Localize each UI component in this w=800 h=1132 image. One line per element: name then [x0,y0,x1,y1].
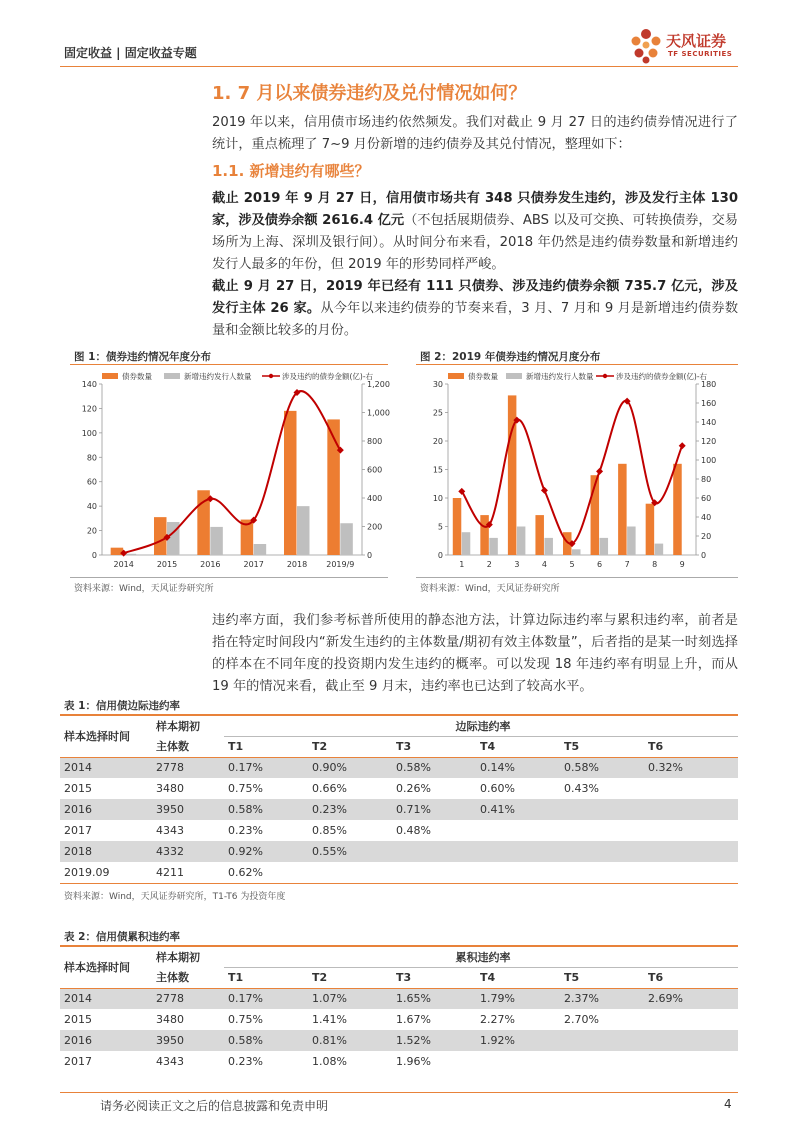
table-1 [60,714,738,884]
table-cell [476,1051,560,1072]
paragraph-1 [212,188,738,276]
line-point-marker [679,442,686,449]
table-cell: 0.48% [396,824,431,837]
x-tick-label: 2016 [200,560,221,569]
bar-bond-count [535,515,544,555]
legend-swatch [448,373,464,379]
table-cell: 1.96% [396,1055,431,1068]
figure-2-chart [416,366,738,578]
bar-new-issuer-count [462,532,471,555]
header-group-label: 累积违约率 [224,946,738,967]
legend-swatch [164,373,180,379]
header-col-t2: T2 [308,736,392,757]
bar-bond-count [673,464,682,555]
y2-tick-label: 600 [367,465,383,475]
table-2 [60,945,738,1072]
y2-tick-label: 140 [701,418,717,427]
table-cell: 0.81% [308,1030,392,1051]
y2-tick-label: 80 [701,475,712,484]
y-tick-label: 120 [81,404,97,414]
y2-tick-label: 100 [701,456,717,465]
figure-1-divider [70,364,388,365]
table-cell: 2.27% [480,1013,515,1026]
table-cell: 0.90% [308,757,392,778]
table-cell [308,862,392,883]
table-cell: 0.32% [644,757,738,778]
y2-tick-label: 0 [367,551,373,560]
table-cell: 3480 [156,782,184,795]
legend-label: 新增违约发行人数量 [526,372,594,381]
table-cell: 0.17% [224,988,308,1009]
table-header-row [60,736,738,757]
table-cell: 0.75% [228,1013,263,1026]
y2-tick-label: 180 [701,380,717,389]
header-col-t6: T6 [644,967,738,988]
x-tick-label: 2017 [243,560,264,569]
table-row [60,778,738,799]
table-row [60,1051,738,1072]
paragraph-2-rest: 从今年以来违约债券的节奏来看，3 月、7 月和 9 月是新增违约债券数量和金额比较多的月份。 [212,301,739,338]
header-divider [60,66,738,67]
x-tick-label: 1 [459,560,465,569]
bar-bond-count [618,464,627,555]
y2-tick-label: 20 [701,532,712,541]
legend-label: 债券数量 [122,372,152,381]
header-col-t6: T6 [644,736,738,757]
y2-tick-label: 0 [701,551,707,560]
table-cell: 0.14% [476,757,560,778]
bar-new-issuer-count [517,527,526,556]
x-tick-label: 9 [679,560,685,569]
table-cell [644,820,738,841]
header-base-line2: 主体数 [152,967,224,988]
header-base-line1: 样本期初 [152,715,224,736]
x-tick-label: 2014 [113,560,134,569]
bar-new-issuer-count [254,544,267,555]
table-cell [644,841,738,862]
table-cell: 3480 [156,1013,184,1026]
y2-tick-label: 1,200 [367,380,390,389]
table-cell [644,778,738,799]
table-cell: 0.23% [308,799,392,820]
table-cell: 1.79% [476,988,560,1009]
table-cell: 1.41% [312,1013,347,1026]
paragraph-1-bold: 截止 2019 年 9 月 27 日，信用债市场共有 348 只债券发生违约，涉及发行主体 130 家，涉及债券余额 2616.4 亿元 [212,191,738,228]
bar-new-issuer-count [627,527,636,556]
header-col-t5: T5 [560,736,644,757]
logo [628,26,748,70]
header-sample-time: 样本选择时间 [60,715,152,757]
table-row [60,1030,738,1051]
header-col-t1: T1 [224,736,308,757]
table-2-title: 表 2：信用债累积违约率 [64,931,180,943]
y-tick-label: 25 [432,408,443,418]
table-cell: 1.08% [312,1055,347,1068]
table-cell [560,820,644,841]
table-header-row [60,967,738,988]
table-cell [644,1009,738,1030]
table-cell: 1.92% [476,1030,560,1051]
bar-bond-count [646,504,655,555]
line-point-marker [596,468,603,475]
logo-name-en: TF SECURITIES [668,50,733,58]
table-cell: 0.58% [224,1030,308,1051]
intro-paragraph: 2019 年以来，信用债市场违约依然频发。我们对截止 9 月 27 日的违约债券情况进行了统计，重点梳理了 7~9 月份新增的违约债券及其兑付情况，整理如下： [212,115,738,152]
x-tick-label: 7 [624,560,630,569]
table-row [60,862,738,883]
table-cell: 4343 [156,824,184,837]
table-cell: 0.58% [392,757,476,778]
table-cell: 4332 [152,841,224,862]
header-col-t4: T4 [476,736,560,757]
bar-new-issuer-count [210,527,223,555]
table-row [60,988,738,1009]
x-tick-label: 2015 [156,560,178,569]
bar-new-issuer-count [340,523,353,555]
header-base-line2: 主体数 [152,736,224,757]
header-base-line1: 样本期初 [152,946,224,967]
table-row [60,841,738,862]
bar-bond-count [154,517,167,555]
table-cell: 2014 [60,757,152,778]
table-cell [476,841,560,862]
y-tick-label: 0 [91,551,97,560]
table-cell: 2778 [152,757,224,778]
table-cell [560,862,644,883]
table-cell: 0.60% [480,782,515,795]
paragraph-2-bold: 截止 9 月 27 日，2019 年已经有 111 只债券、涉及违约债券余额 735.7 亿元，涉及发行主体 26 家。 [212,279,738,316]
table-cell: 0.71% [392,799,476,820]
legend-swatch [506,373,522,379]
bar-new-issuer-count [600,538,609,555]
table-cell: 0.26% [396,782,431,795]
figure-1-bottom-rule [70,577,388,578]
figure-1-title: 图 1：债券违约情况年度分布 [74,351,211,363]
table-cell: 2016 [60,1030,152,1051]
bar-new-issuer-count [544,538,553,555]
table-1-title: 表 1：信用债边际违约率 [64,700,180,712]
table-header-row [60,946,738,967]
bar-bond-count [453,498,462,555]
x-tick-label: 2018 [286,560,308,569]
page-number: 4 [724,1097,732,1111]
table-row [60,799,738,820]
table-cell [476,862,560,883]
table-cell: 0.58% [224,799,308,820]
y-tick-label: 20 [86,526,97,536]
table-cell [476,820,560,841]
x-tick-label: 5 [569,560,575,569]
table-cell: 0.23% [228,824,263,837]
table-cell [392,841,476,862]
table-cell: 2017 [64,1055,92,1068]
y-tick-label: 30 [432,380,443,389]
logo-flower-icon [628,26,664,66]
table-cell: 2017 [64,824,92,837]
footer-divider [60,1092,738,1093]
table-cell [644,862,738,883]
table-cell [560,799,644,820]
table-cell: 0.75% [228,782,263,795]
x-tick-label: 8 [652,560,658,569]
y-tick-label: 0 [437,551,443,560]
table-cell: 2019.09 [60,862,152,883]
table-cell [644,799,738,820]
bar-bond-count [480,515,489,555]
table-1-source: 资料来源：Wind，天风证券研究所，T1-T6 为投资年度 [64,892,286,902]
y-tick-label: 15 [432,465,443,475]
table-cell: 2018 [60,841,152,862]
header-col-t1: T1 [224,967,308,988]
paragraph-3: 违约率方面，我们参考标普所使用的静态池方法，计算边际违约率与累积违约率，前者是指在特定时间段内“新发生违约的主体数量/期初有效主体数量”，后者指的是某一时刻选择的样本在不同年度的投资期内发生违约的概率。可以发现 18 年违约率有明显上升，而从 19 年的情况来看，截止至 9 月末，违约率也已达到了较高水平。 [212,613,738,694]
y2-tick-label: 1,000 [367,408,390,418]
table-cell: 0.17% [224,757,308,778]
table-cell: 0.55% [308,841,392,862]
header-col-t3: T3 [392,967,476,988]
table-cell: 4343 [156,1055,184,1068]
x-tick-label: 3 [514,560,520,569]
x-tick-label: 4 [541,560,547,569]
y2-tick-label: 800 [367,437,383,446]
line-point-marker [541,487,548,494]
paragraph-2 [212,276,738,342]
table-cell [560,1051,644,1072]
y2-tick-label: 200 [367,522,383,532]
table-cell: 2778 [152,988,224,1009]
y2-tick-label: 40 [701,513,712,522]
figure-2-title: 图 2：2019 年债券违约情况月度分布 [420,351,601,363]
table-cell: 0.58% [560,757,644,778]
paragraph-1-rest: （不包括展期债券、ABS 以及可交换、可转换债券，交易场所为上海、深圳及银行间）。从时间分布来看，2018 年仍然是违约债券数量和新增违约发行人最多的年份，但 2019 年的形势同样严峻。 [212,213,738,272]
legend-label: 新增违约发行人数量 [184,372,252,381]
figure-1-chart [70,366,400,578]
y2-tick-label: 120 [701,437,717,446]
legend-label: 涉及违约的债券金额(亿)-右 [616,372,708,381]
y-tick-label: 40 [86,502,97,512]
y-tick-label: 5 [437,522,443,532]
header-col-t2: T2 [308,967,392,988]
bar-new-issuer-count [297,506,310,555]
legend-line-dot [269,374,273,378]
table-cell [392,862,476,883]
y-tick-label: 140 [81,380,97,389]
y-tick-label: 20 [432,437,443,446]
table-cell: 0.41% [476,799,560,820]
y-tick-label: 100 [81,428,97,438]
legend-label: 涉及违约的债券金额(亿)-右 [282,372,374,381]
header-section-label: 固定收益 | 固定收益专题 [64,46,197,60]
table-cell: 3950 [152,799,224,820]
table-row [60,1009,738,1030]
y-tick-label: 60 [86,477,97,487]
table-cell: 1.07% [308,988,392,1009]
table-cell [560,841,644,862]
figure-2-bottom-rule [416,577,738,578]
legend-line-dot [603,374,607,378]
logo-name-cn: 天风证券 [666,32,727,50]
header-col-t4: T4 [476,967,560,988]
table-cell [560,1030,644,1051]
legend-label: 债券数量 [468,372,498,381]
table-cell: 2015 [64,1013,92,1026]
x-tick-label: 2019/9 [326,560,355,569]
table-row [60,820,738,841]
header-group-label: 边际违约率 [224,715,738,736]
table-cell: 4211 [152,862,224,883]
table-cell: 1.52% [392,1030,476,1051]
bar-new-issuer-count [489,538,498,555]
table-cell: 2016 [60,799,152,820]
x-tick-label: 2 [486,560,492,569]
y-tick-label: 10 [432,494,443,503]
table-cell: 2.70% [564,1013,599,1026]
table-row [60,757,738,778]
table-cell: 2014 [60,988,152,1009]
y2-tick-label: 160 [701,399,717,408]
table-cell: 0.85% [312,824,347,837]
table-cell: 2015 [64,782,92,795]
table-cell: 3950 [152,1030,224,1051]
bar-new-issuer-count [572,549,581,555]
table-cell: 0.62% [224,862,308,883]
table-cell: 0.23% [228,1055,263,1068]
header-col-t5: T5 [560,967,644,988]
x-tick-label: 6 [597,560,603,569]
table-cell: 0.43% [564,782,599,795]
table-cell [644,1051,738,1072]
footer-disclaimer: 请务必阅读正文之后的信息披露和免责申明 [100,1099,329,1113]
bar-bond-count [284,411,297,555]
legend-swatch [102,373,118,379]
subsection-title: 1.1. 新增违约有哪些？ [212,162,370,180]
table-cell: 2.37% [560,988,644,1009]
figure-2-source: 资料来源：Wind，天风证券研究所 [420,584,560,594]
table-header-row [60,715,738,736]
table-cell: 2.69% [644,988,738,1009]
header-col-t3: T3 [392,736,476,757]
bar-new-issuer-count [655,544,664,555]
table-cell: 1.65% [392,988,476,1009]
section-title: 1. 7 月以来债券违约及兑付情况如何？ [212,83,527,104]
y-tick-label: 80 [86,453,97,463]
figure-2-divider [416,364,738,365]
y2-tick-label: 400 [367,494,383,503]
header-sample-time: 样本选择时间 [60,946,152,988]
table-cell: 0.66% [312,782,347,795]
table-cell [644,1030,738,1051]
table-cell: 1.67% [396,1013,431,1026]
y2-tick-label: 60 [701,494,712,503]
figure-1-source: 资料来源：Wind，天风证券研究所 [74,584,214,594]
table-cell: 0.92% [224,841,308,862]
